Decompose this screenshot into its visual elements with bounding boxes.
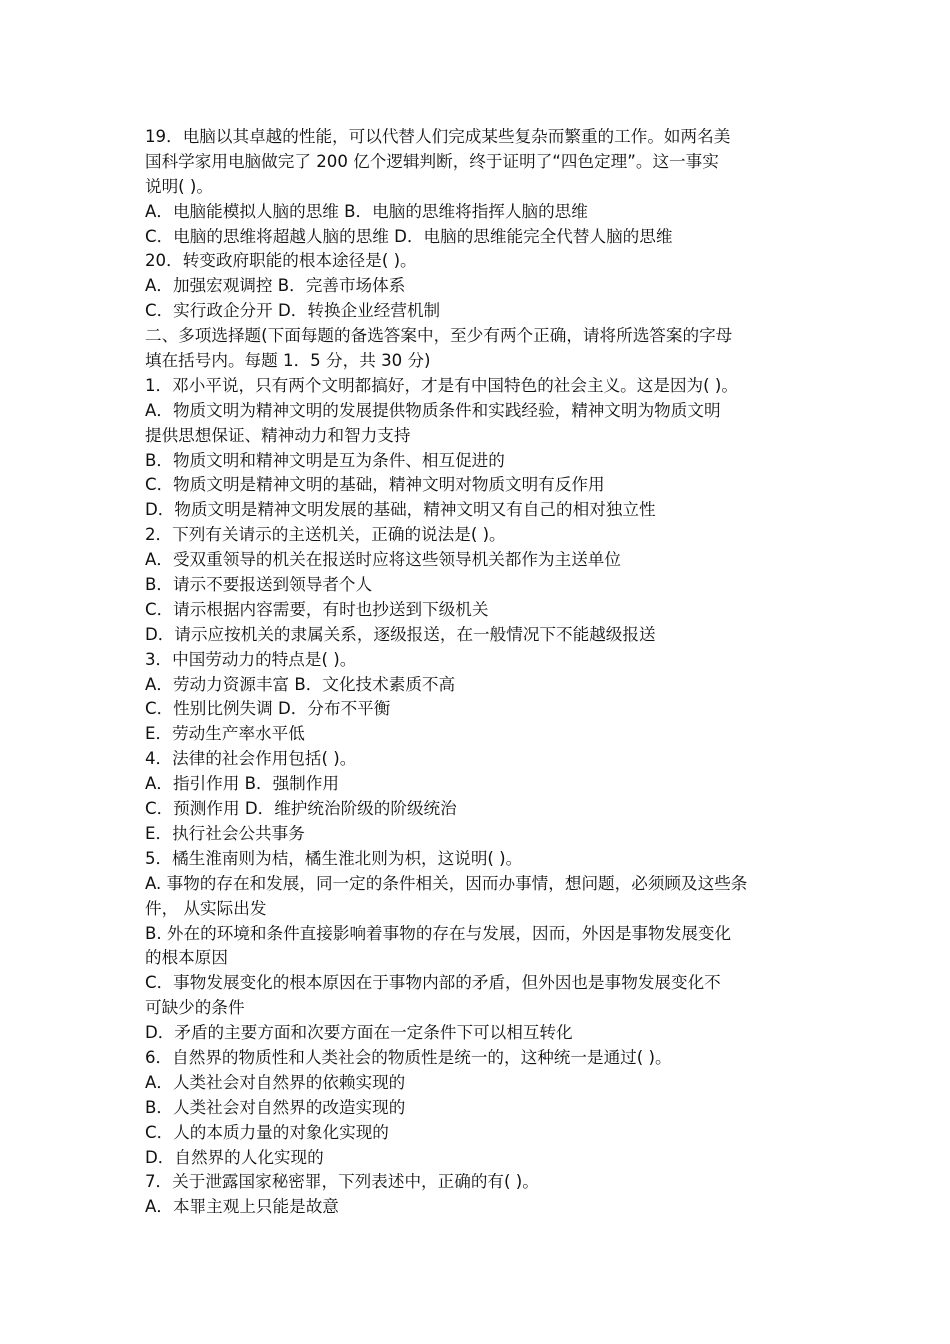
- text-line: 提供思想保证、精神动力和智力支持: [145, 425, 411, 445]
- text-line: A．人类社会对自然界的依赖实现的: [145, 1072, 406, 1092]
- text-line: 3．中国劳动力的特点是( )。: [145, 649, 357, 669]
- text-line: 件， 从实际出发: [145, 898, 267, 918]
- text-line: 5．橘生淮南则为桔，橘生淮北则为枳，这说明( )。: [145, 848, 523, 868]
- text-line: A．电脑能模拟人脑的思维 B．电脑的思维将指挥人脑的思维: [145, 201, 588, 221]
- text-line: 的根本原因: [145, 948, 228, 968]
- text-line: 可缺少的条件: [145, 998, 245, 1018]
- text-line: 国科学家用电脑做完了 200 亿个逻辑判断，终于证明了“四色定理”。这一事实: [145, 151, 719, 171]
- text-line: A．受双重领导的机关在报送时应将这些领导机关都作为主送单位: [145, 550, 621, 570]
- text-line: 1．邓小平说，只有两个文明都搞好，才是有中国特色的社会主义。这是因为( )。: [145, 375, 738, 395]
- document-text: [145, 125, 810, 1220]
- text-line: B．物质文明和精神文明是互为条件、相互促进的: [145, 450, 505, 470]
- text-line: D．自然界的人化实现的: [145, 1147, 324, 1167]
- text-line: C．事物发展变化的根本原因在于事物内部的矛盾，但外因也是事物发展变化不: [145, 973, 721, 993]
- text-line: B．人类社会对自然界的改造实现的: [145, 1097, 406, 1117]
- text-line: C．人的本质力量的对象化实现的: [145, 1122, 389, 1142]
- text-line: B. 外在的环境和条件直接影响着事物的存在与发展，因而，外因是事物发展变化: [145, 923, 732, 943]
- text-line: A．指引作用 B．强制作用: [145, 774, 339, 794]
- text-line: C．预测作用 D．维护统治阶级的阶级统治: [145, 799, 457, 819]
- text-line: 7．关于泄露国家秘密罪，下列表述中，正确的有( )。: [145, 1172, 539, 1192]
- text-line: 二、多项选择题(下面每题的备选答案中，至少有两个正确，请将所选答案的字母: [145, 326, 733, 346]
- text-line: 19．电脑以其卓越的性能，可以代替人们完成某些复杂而繁重的工作。如两名美: [145, 127, 731, 146]
- text-line: D．请示应按机关的隶属关系，逐级报送，在一般情况下不能越级报送: [145, 624, 656, 644]
- text-line: A．加强宏观调控 B．完善市场体系: [145, 276, 406, 296]
- text-line: E．劳动生产率水平低: [145, 724, 305, 744]
- text-line: E．执行社会公共事务: [145, 823, 305, 843]
- text-line: A. 事物的存在和发展，同一定的条件相关，因而办事情，想问题，必须顾及这些条: [145, 873, 748, 893]
- text-line: 填在括号内。每题 1．5 分，共 30 分): [145, 351, 431, 371]
- text-line: B．请示不要报送到领导者个人: [145, 575, 373, 595]
- text-line: A．本罪主观上只能是故意: [145, 1197, 339, 1217]
- text-line: A．物质文明为精神文明的发展提供物质条件和实践经验，精神文明为物质文明: [145, 400, 721, 420]
- text-line: 6．自然界的物质性和人类社会的物质性是统一的，这种统一是通过( )。: [145, 1047, 672, 1067]
- text-line: C．性别比例失调 D．分布不平衡: [145, 699, 391, 719]
- text-line: 2．下列有关请示的主送机关，正确的说法是( )。: [145, 525, 506, 545]
- text-line: 20．转变政府职能的根本途径是( )。: [145, 251, 417, 271]
- text-line: D．物质文明是精神文明发展的基础，精神文明又有自己的相对独立性: [145, 500, 656, 520]
- text-line: C．请示根据内容需要，有时也抄送到下级机关: [145, 599, 489, 619]
- text-line: C．实行政企分开 D．转换企业经营机制: [145, 301, 441, 321]
- text-line: 4．法律的社会作用包括( )。: [145, 749, 357, 769]
- text-line: C．电脑的思维将超越人脑的思维 D．电脑的思维能完全代替人脑的思维: [145, 226, 673, 246]
- text-line: D．矛盾的主要方面和次要方面在一定条件下可以相互转化: [145, 1023, 573, 1043]
- text-line: C．物质文明是精神文明的基础，精神文明对物质文明有反作用: [145, 475, 605, 495]
- text-line: 说明( )。: [145, 176, 214, 196]
- text-line: A．劳动力资源丰富 B．文化技术素质不高: [145, 674, 456, 694]
